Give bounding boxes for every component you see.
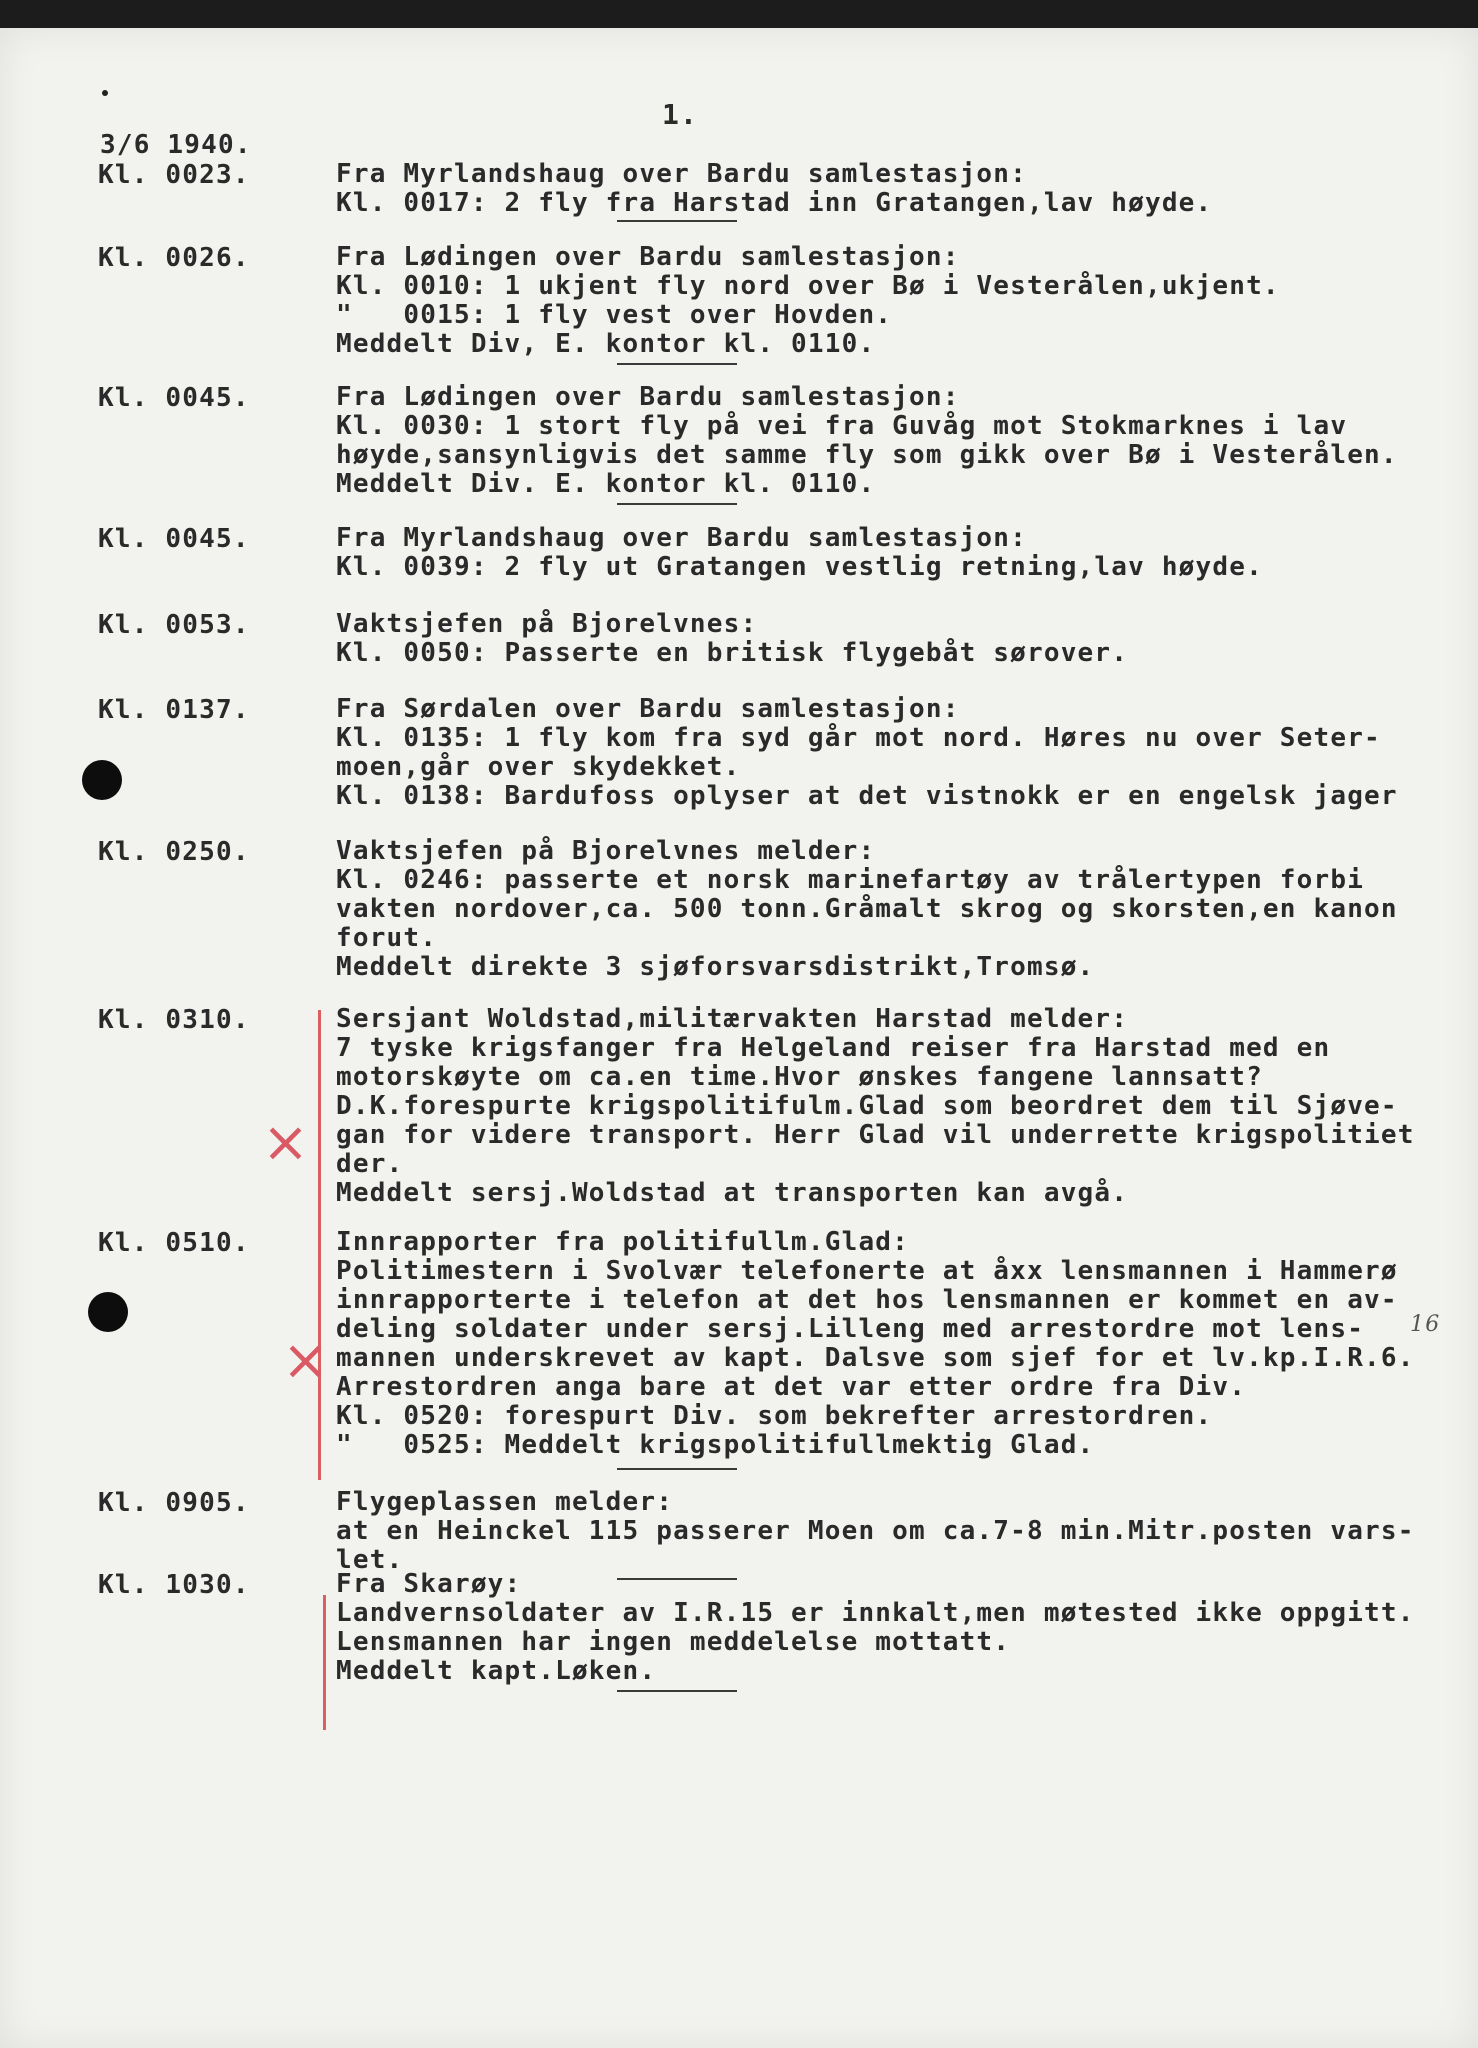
entry-line: Meddelt sersj.Woldstad at transporten kan avgå. (336, 1178, 1129, 1208)
entry-body (336, 610, 1456, 668)
entry-line: Kl. 0010: 1 ukjent fly nord over Bø i Vesterålen,ukjent. (336, 271, 1280, 301)
entry-line: vakten nordover,ca. 500 tonn.Gråmalt skrog og skorsten,en kanon (336, 894, 1398, 924)
entry-line: Fra Lødingen over Bardu samlestasjon: (336, 382, 960, 412)
entry-body (336, 837, 1456, 982)
entry-body (336, 1488, 1456, 1575)
entry-body (336, 383, 1456, 499)
margin-note: 16 (1410, 1312, 1441, 1337)
punch-hole (82, 760, 122, 800)
entry-time: Kl. 1030. (98, 1570, 250, 1600)
entry-body (336, 695, 1456, 811)
entry-time: Kl. 0053. (98, 610, 250, 640)
entry-line: innrapporterte i telefon at det hos lensmannen er kommet en av- (336, 1285, 1398, 1315)
entry-line: at en Heinckel 115 passerer Moen om ca.7-8 min.Mitr.posten vars- (336, 1516, 1415, 1546)
entry-line: Meddelt direkte 3 sjøforsvarsdistrikt,Tromsø. (336, 952, 1095, 982)
report-date: 3/6 1940. (100, 130, 252, 160)
entry-time: Kl. 0026. (98, 243, 250, 273)
entry-line: Fra Myrlandshaug over Bardu samlestasjon: (336, 159, 1027, 189)
entry-line: høyde,sansynligvis det samme fly som gikk over Bø i Vesterålen. (336, 440, 1398, 470)
entry-line: Meddelt Div, E. kontor kl. 0110. (336, 329, 876, 359)
entry-line: Politimestern i Svolvær telefonerte at åxx lensmannen i Hammerø (336, 1256, 1398, 1286)
entry-line: Kl. 0246: passerte et norsk marinefartøy av trålertypen forbi (336, 865, 1365, 895)
entry-line: deling soldater under sersj.Lilleng med arrestordre mot lens- (336, 1314, 1365, 1344)
entry-line: Meddelt Div. E. kontor kl. 0110. (336, 469, 876, 499)
entry-line: Vaktsjefen på Bjorelvnes: (336, 609, 758, 639)
separator-line (617, 220, 737, 222)
red-cross-mark: × (282, 1328, 331, 1393)
separator-line (617, 363, 737, 365)
entry-line: Fra Lødingen over Bardu samlestasjon: (336, 242, 960, 272)
red-cross-mark: × (262, 1110, 311, 1175)
entry-time: Kl. 0510. (98, 1228, 250, 1258)
separator-line (617, 503, 737, 505)
entry-line: mannen underskrevet av kapt. Dalsve som sjef for et lv.kp.I.R.6. (336, 1343, 1415, 1373)
entry-time: Kl. 0023. (98, 160, 250, 190)
entry-time: Kl. 0310. (98, 1005, 250, 1035)
entry-line: " 0015: 1 fly vest over Hovden. (336, 300, 893, 330)
entry-line: motorskøyte om ca.en time.Hvor ønskes fangene lannsatt? (336, 1062, 1263, 1092)
entry-line: Innrapporter fra politifullm.Glad: (336, 1227, 910, 1257)
red-margin-line (318, 1010, 321, 1215)
entry-time: Kl. 0045. (98, 383, 250, 413)
entry-line: Fra Sørdalen over Bardu samlestasjon: (336, 694, 960, 724)
entry-line: Fra Skarøy: (336, 1569, 522, 1599)
entry-line: Kl. 0520: forespurt Div. som bekrefter arrestordren. (336, 1401, 1213, 1431)
entry-body (336, 160, 1456, 218)
entry-body (336, 1228, 1456, 1460)
entry-line: forut. (336, 923, 438, 953)
entry-body (336, 1005, 1456, 1208)
entry-line: let. (336, 1545, 404, 1575)
entry-line: Arrestordren anga bare at det var etter ordre fra Div. (336, 1372, 1247, 1402)
entry-time: Kl. 0045. (98, 524, 250, 554)
entry-body (336, 524, 1456, 582)
entry-line: der. (336, 1149, 404, 1179)
entry-body (336, 243, 1456, 359)
entry-line: Landvernsoldater av I.R.15 er innkalt,men møtested ikke oppgitt. (336, 1598, 1415, 1628)
ink-dot (102, 90, 108, 96)
entry-line: gan for videre transport. Herr Glad vil underrette krigspolitiet (336, 1120, 1415, 1150)
entry-body (336, 1570, 1456, 1686)
entry-line: Sersjant Woldstad,militærvakten Harstad melder: (336, 1004, 1129, 1034)
entry-line: D.K.forespurte krigspolitifulm.Glad som beordret dem til Sjøve- (336, 1091, 1398, 1121)
separator-line (617, 1690, 737, 1692)
entry-time: Kl. 0137. (98, 695, 250, 725)
entry-line: Kl. 0030: 1 stort fly på vei fra Guvåg mot Stokmarknes i lav (336, 411, 1348, 441)
entry-line: Kl. 0039: 2 fly ut Gratangen vestlig retning,lav høyde. (336, 552, 1263, 582)
entry-line: Meddelt kapt.Løken. (336, 1656, 657, 1686)
entry-time: Kl. 0905. (98, 1488, 250, 1518)
separator-line (617, 1468, 737, 1470)
entry-line: Kl. 0135: 1 fly kom fra syd går mot nord. Høres nu over Seter- (336, 723, 1381, 753)
entry-line: Vaktsjefen på Bjorelvnes melder: (336, 836, 876, 866)
entry-line: Kl. 0017: 2 fly fra Harstad inn Gratangen,lav høyde. (336, 188, 1213, 218)
entry-line: 7 tyske krigsfanger fra Helgeland reiser fra Harstad med en (336, 1033, 1331, 1063)
entry-line: Flygeplassen melder: (336, 1487, 674, 1517)
entry-line: Kl. 0138: Bardufoss oplyser at det vistnokk er en engelsk jager (336, 781, 1398, 811)
punch-hole (88, 1292, 128, 1332)
entry-line: " 0525: Meddelt krigspolitifullmektig Glad. (336, 1430, 1095, 1460)
entry-line: Kl. 0050: Passerte en britisk flygebåt sørover. (336, 638, 1129, 668)
entry-line: Lensmannen har ingen meddelelse mottatt. (336, 1627, 1011, 1657)
red-margin-line (323, 1595, 326, 1730)
entry-line: moen,går over skydekket. (336, 752, 741, 782)
entry-line: Fra Myrlandshaug over Bardu samlestasjon: (336, 523, 1027, 553)
entry-time: Kl. 0250. (98, 837, 250, 867)
page-number: 1. (662, 98, 699, 131)
